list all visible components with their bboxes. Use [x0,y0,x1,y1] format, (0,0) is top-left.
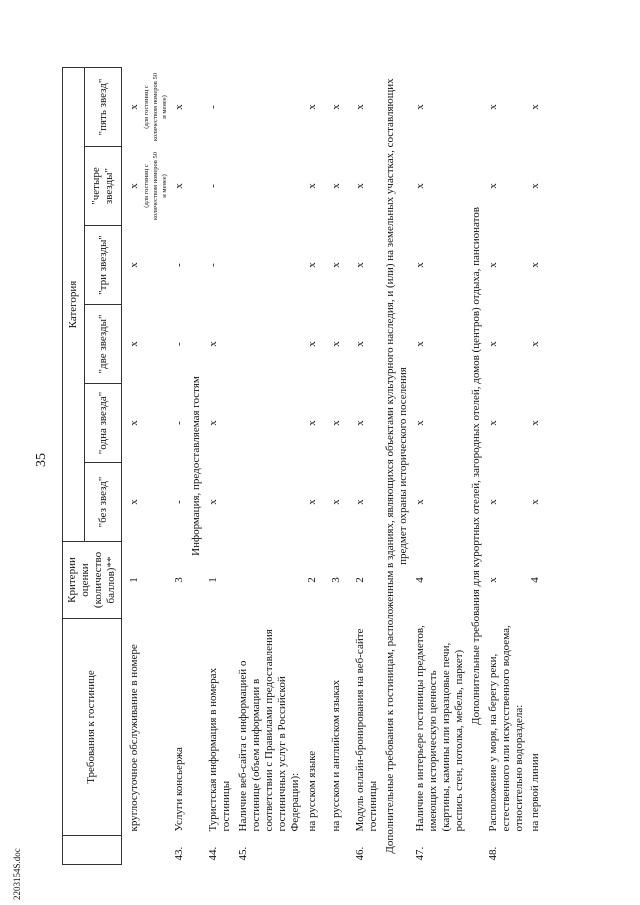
row-value: x [305,420,318,426]
row-value: x [127,499,140,505]
row-note: (для гостиниц с количеством номеров 50 и менее) [142,73,169,141]
row-criteria: 3 [173,577,186,583]
row-value: - [173,421,186,425]
row-criteria [235,542,304,619]
row-value: x [353,499,366,505]
row-value: x [173,104,186,110]
row-value: x [127,341,140,347]
row-value: x [529,262,542,268]
row-value: x [173,183,186,189]
row-value: x [486,499,499,505]
row-value: x [486,104,499,110]
row-number: 44. [207,846,220,861]
row-value: x [413,183,426,189]
table-row [205,68,235,865]
row-value: x [413,341,426,347]
row-value: x [486,341,499,347]
row-requirement: Наличие в интерьере гостиницы предметов, имеющих историческую ценность (картины, камины или изразцовые печи, роспись стен, потолка, мебель, паркет) [413,625,465,832]
row-value: - [173,500,186,504]
section-row [468,68,485,865]
row-criteria: 4 [529,577,542,583]
row-number [527,836,544,865]
header-category: Категория [63,68,85,542]
header-cat-2: "две звезды" [85,305,122,384]
row-number [304,836,328,865]
row-value: x [529,104,542,110]
row-value: x [207,420,220,426]
row-value: x [329,104,342,110]
row-value: x [353,262,366,268]
row-value: - [173,342,186,346]
row-value: x [127,420,140,426]
row-value: x [529,341,542,347]
hotel-requirements-table [62,67,544,865]
row-value: x (для гостиниц с количеством номеров 50 и менее) [127,152,169,220]
row-requirement: на русском и английском языках [329,679,342,832]
row-requirement: Туристская информация в номерах гостиницы [207,667,233,832]
row-value [235,226,304,305]
row-criteria: 2 [305,577,318,583]
table-row [304,68,328,865]
row-value: x [207,499,220,505]
section-row [188,68,205,865]
row-criteria: 3 [329,577,342,583]
row-value: x [486,420,499,426]
row-requirement: Наличие веб-сайта с информацией о гостинице (объем информации в соответствии с Правилами предоставления гостиничных услуг в Российской Федерации): [237,629,301,832]
table-row [352,68,382,865]
row-value: x [353,341,366,347]
row-value: x [305,499,318,505]
row-criteria: x [486,577,499,583]
row-value: x [486,183,499,189]
row-requirement: Модуль онлайн-бронирования на веб-сайте гостиницы [353,628,379,832]
header-cat-3: "три звезды" [85,226,122,305]
table-row [121,68,171,865]
row-value: x [305,262,318,268]
row-value: x [207,341,220,347]
row-value: x [329,420,342,426]
row-value [235,305,304,384]
table-row [235,68,304,865]
row-value: x [353,183,366,189]
row-number: 43. [173,846,186,861]
row-value: x [353,104,366,110]
row-number: 46. [353,846,366,861]
row-value: x [329,262,342,268]
row-value: - [173,263,186,267]
page-number: 35 [34,453,49,467]
row-value [235,463,304,542]
header-cat-1: "одна звезда" [85,384,122,463]
header-criteria: Критерии оценки (количество баллов)** [63,542,122,619]
row-value: x [529,183,542,189]
row-value: x [529,499,542,505]
row-value: x [127,262,140,268]
table-row [485,68,528,865]
row-criteria: 1 [127,577,140,583]
header-cat-5: "пять звезд" [85,68,122,147]
row-value: x [305,183,318,189]
row-value: x [329,341,342,347]
header-requirements: Требования к гостинице [63,619,122,836]
header-cat-0: "без звезд" [85,463,122,542]
row-requirement: на первой линии [529,753,542,832]
row-value: x [329,499,342,505]
header-cat-4: "четыре звезды" [85,147,122,226]
row-value [235,147,304,226]
row-value: x (для гостиниц с количеством номеров 50 и менее) [127,73,169,141]
row-requirement: Расположение у моря, на берегу реки, естественного или искусственного водоема, относительно водораздела: [486,625,525,832]
row-value: x [413,262,426,268]
row-value: x [413,499,426,505]
row-value: x [305,341,318,347]
row-number: 47. [413,846,426,861]
row-requirement: на русском языке [305,750,318,832]
row-value: - [207,105,220,109]
row-value: x [486,262,499,268]
row-criteria: 1 [207,577,220,583]
row-value: x [413,420,426,426]
section-row [382,68,412,865]
row-number: 48. [486,846,499,861]
row-number: 45. [237,846,249,861]
row-value: x [329,183,342,189]
row-number [328,836,352,865]
row-note: (для гостиниц с количеством номеров 50 и менее) [142,152,169,220]
row-requirement: круглосуточное обслуживание в номере [127,644,140,832]
table-row [171,68,188,865]
section-resort-title: Дополнительные требования для курортных отелей, загородных отелей, домов (центров) отдыха, пансионатов [469,207,482,725]
row-requirement: Услуги консьержа [173,747,186,832]
row-value: - [207,263,220,267]
section-info-title: Информация, предоставляемая гостям [190,376,203,556]
table-row [527,68,544,865]
row-value [235,384,304,463]
row-criteria: 2 [353,577,366,583]
footer-filename: 2203154S.doc [12,848,22,900]
header-number [63,836,122,865]
section-historic-title: Дополнительные требования к гостиницам, расположенным в зданиях, являющихся объектами культурного наследия, и (или) на земельных участках, составляющих предмет охраны исторического поселения [383,78,409,854]
row-value: x [353,420,366,426]
table-row [412,68,468,865]
row-number [121,836,171,865]
row-value [235,68,304,147]
row-criteria: 4 [413,577,426,583]
table-row [328,68,352,865]
row-value: x [413,104,426,110]
row-value: x [305,104,318,110]
row-value: x [529,420,542,426]
row-value: - [207,184,220,188]
